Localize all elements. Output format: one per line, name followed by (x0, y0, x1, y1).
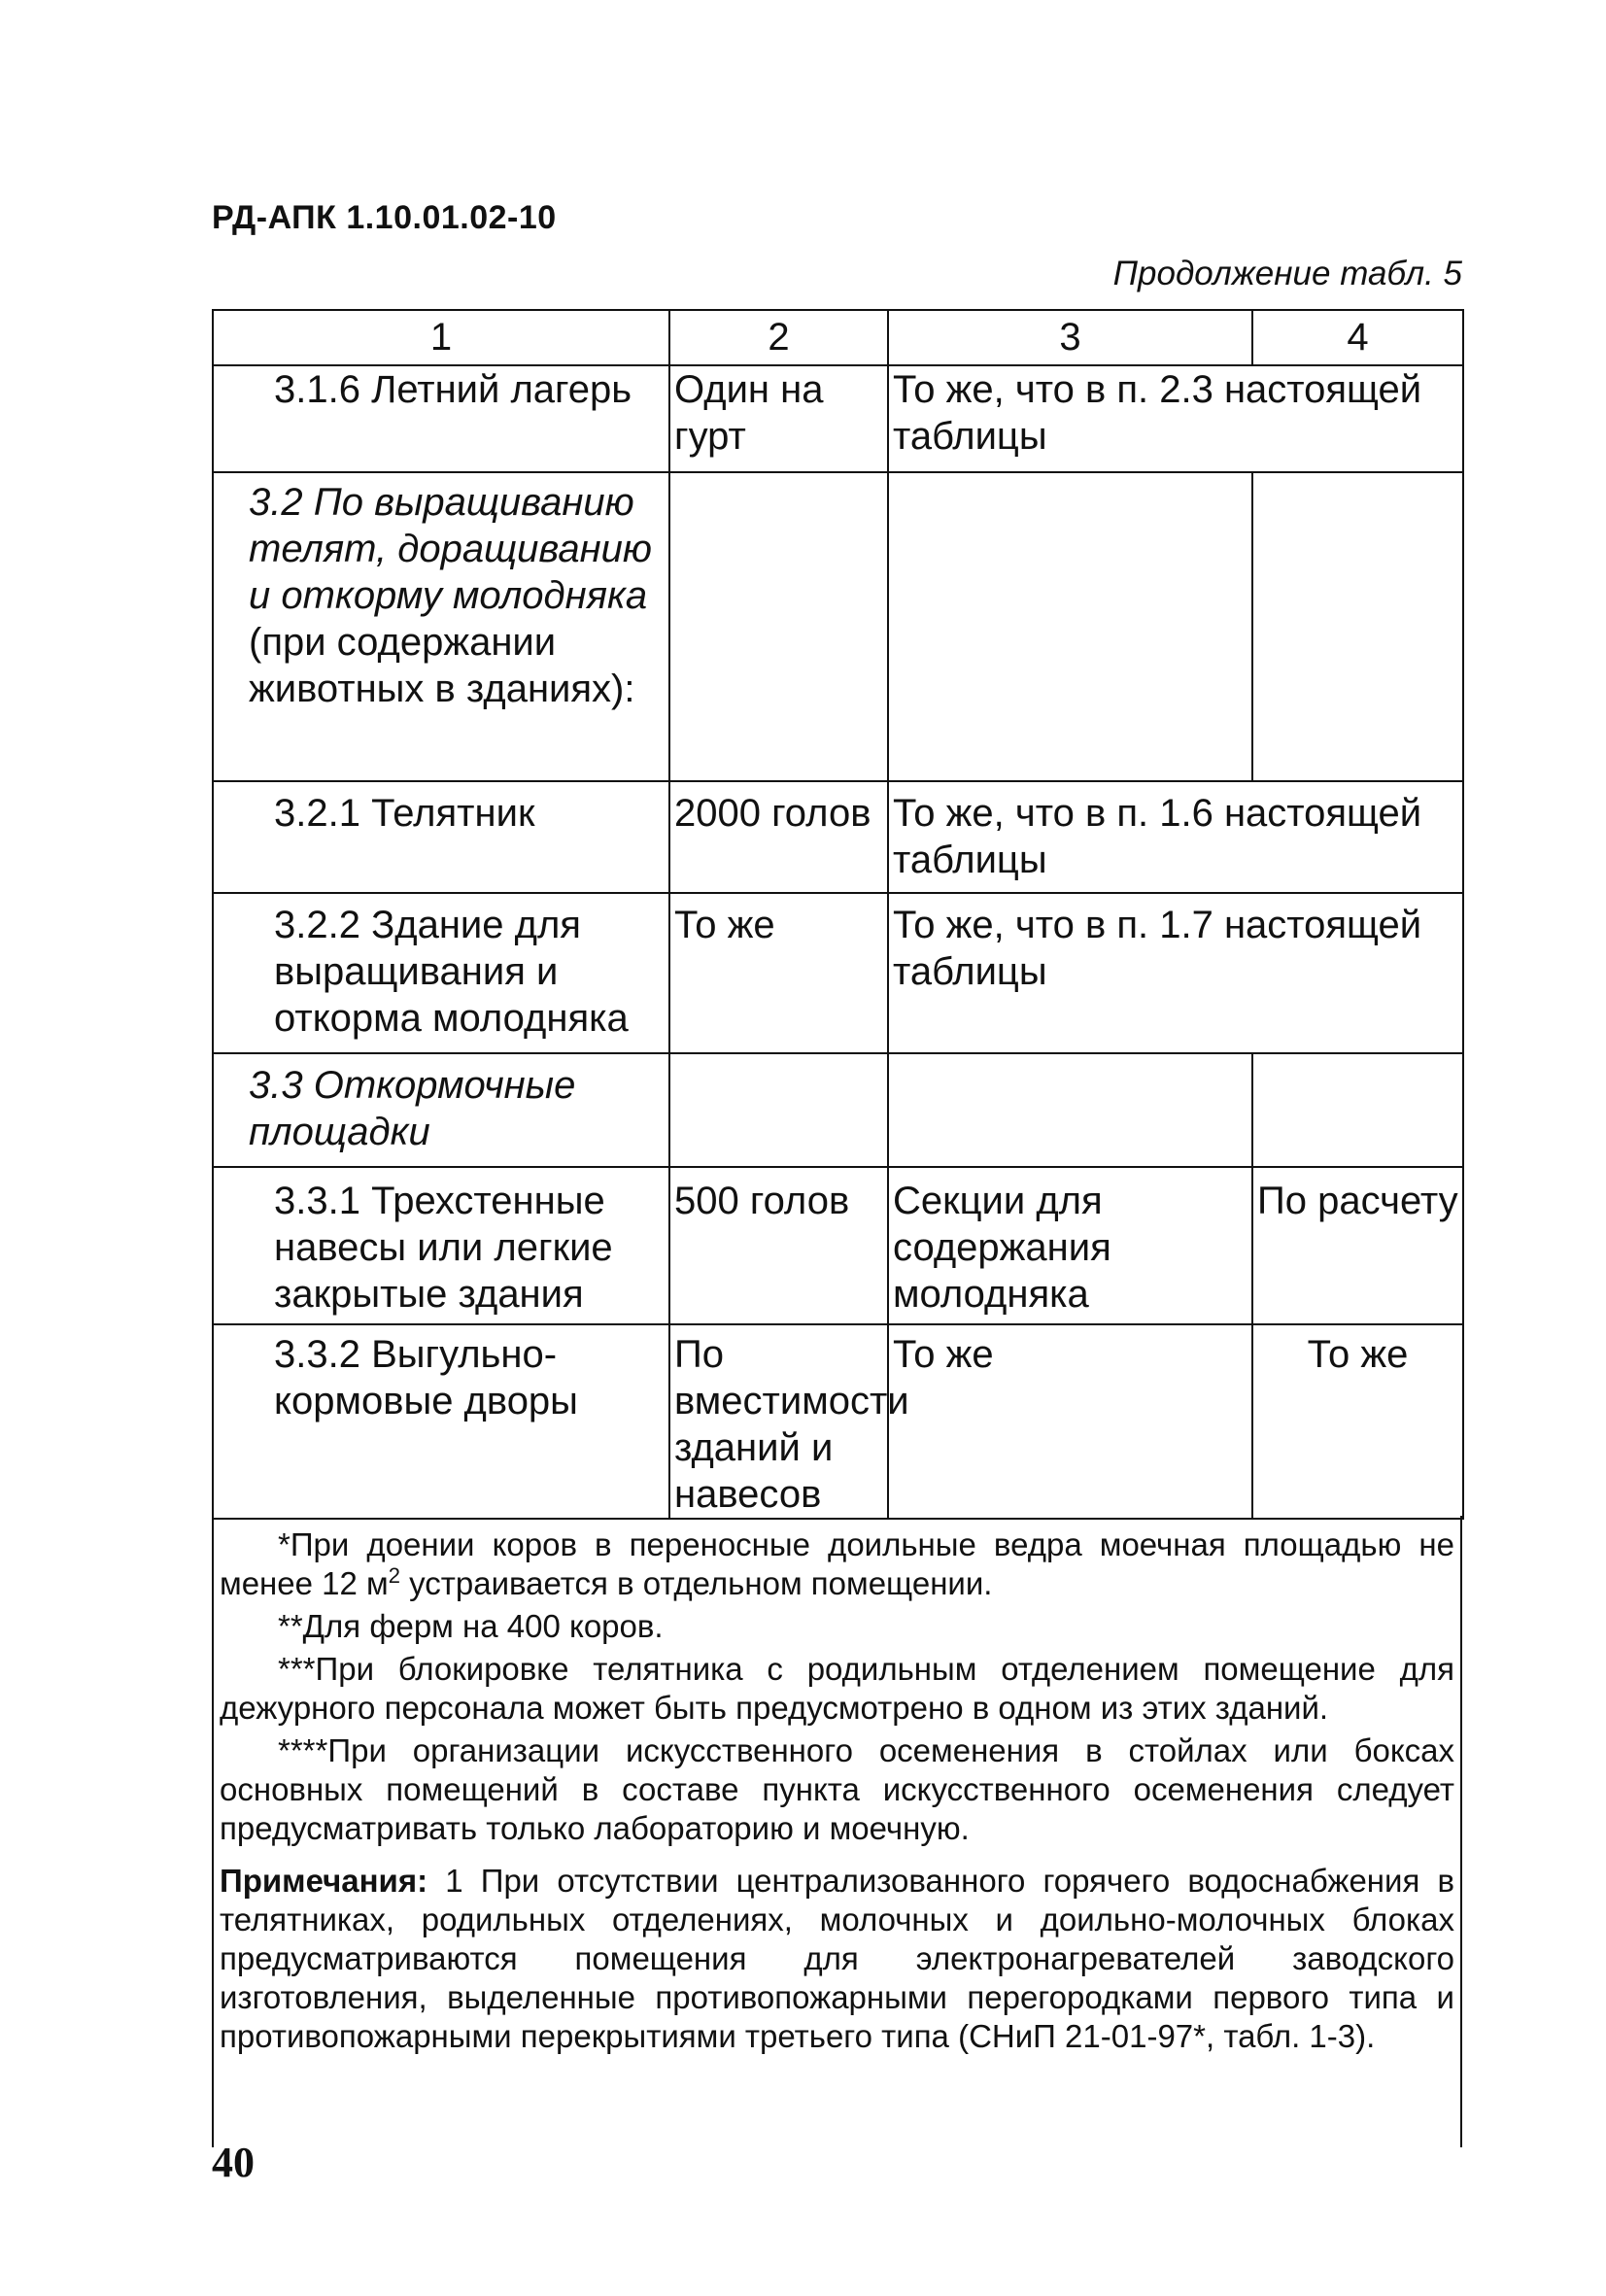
table-row (213, 781, 1463, 893)
section-heading-italic: 3.2 По выращиванию телят, доращиванию и откорму молодняка (249, 481, 652, 617)
empty-cell (1252, 472, 1463, 781)
facility-name: 3.1.6 Летний лагерь (213, 365, 669, 472)
notes-label: Примечания: (220, 1863, 428, 1899)
facility-name: 3.3.1 Трехстенные навесы или легкие закрытые здания (213, 1167, 669, 1324)
empty-cell (669, 1053, 888, 1167)
footnotes-block (212, 1516, 1462, 2147)
document-code: РД-АПК 1.10.01.02-10 (212, 199, 557, 236)
capacity-cell: То же (669, 893, 888, 1053)
section-heading: 3.3 Откормочные площадки (213, 1053, 669, 1167)
requirement-cell: То же, что в п. 2.3 настоящей таблицы (888, 365, 1463, 472)
table-continuation-label: Продолжение табл. 5 (1112, 255, 1462, 292)
requirement-cell: Секции для содержания молодняка (888, 1167, 1252, 1324)
requirements-table (212, 309, 1464, 1520)
footnote: **Для ферм на 400 коров. (278, 1608, 664, 1644)
footnote-text: устраивается в отдельном помещении. (399, 1565, 993, 1601)
empty-cell (888, 472, 1252, 781)
footnote (220, 1525, 1454, 1603)
area-cell: По расчету (1252, 1167, 1463, 1324)
capacity-cell: 2000 голов (669, 781, 888, 893)
column-number: 1 (213, 310, 669, 365)
facility-name: 3.2.1 Телятник (213, 781, 669, 893)
column-number-row (213, 310, 1463, 365)
requirement-cell: То же, что в п. 1.7 настоящей таблицы (888, 893, 1463, 1053)
area-cell: То же (1252, 1324, 1463, 1519)
table-row (213, 1053, 1463, 1167)
section-heading-rest: (при содержании животных в зданиях): (249, 621, 635, 710)
capacity-cell: 500 голов (669, 1167, 888, 1324)
facility-name: 3.2.2 Здание для выращивания и откорма молодняка (213, 893, 669, 1053)
table-row (213, 1324, 1463, 1519)
empty-cell (1252, 1053, 1463, 1167)
footnote: ***При блокировке телятника с родильным отделением помещение для дежурного персонала может быть предусмотрено в одном из этих зданий. (220, 1651, 1454, 1726)
superscript: 2 (388, 1563, 400, 1588)
section-heading (213, 472, 669, 781)
column-number: 2 (669, 310, 888, 365)
table-row (213, 1167, 1463, 1324)
footnote: ****При организации искусственного осеменения в стойлах или боксах основных помещений в составе пункта искусственного осеменения следует предусматривать только лабораторию и моечную. (220, 1732, 1454, 1846)
table-row (213, 893, 1463, 1053)
capacity-cell: По вместимости зданий и навесов (669, 1324, 888, 1519)
page-number: 40 (212, 2139, 255, 2186)
requirement-cell: То же (888, 1324, 1252, 1519)
capacity-cell: Один на гурт (669, 365, 888, 472)
empty-cell (669, 472, 888, 781)
table-row (213, 472, 1463, 781)
column-number: 3 (888, 310, 1252, 365)
notes-text: 1 При отсутствии централизованного горячего водоснабжения в телятниках, родильных отделениях, молочных и доильно-молочных блоках предусматриваются помещения для электронагревателей заводского изготовления, выделенные противопожарными перегородками первого типа и противопожарными перекрытиями третьего типа (СНиП 21-01-97*, табл. 1-3). (220, 1863, 1454, 2054)
column-number: 4 (1252, 310, 1463, 365)
requirement-cell: То же, что в п. 1.6 настоящей таблицы (888, 781, 1463, 893)
notes (220, 1862, 1454, 2056)
footnote-text: *При доении коров в переносные доильные ведра моечная площадью не менее 12 м (220, 1526, 1454, 1601)
facility-name: 3.3.2 Выгульно-кормовые дворы (213, 1324, 669, 1519)
table-row (213, 365, 1463, 472)
empty-cell (888, 1053, 1252, 1167)
